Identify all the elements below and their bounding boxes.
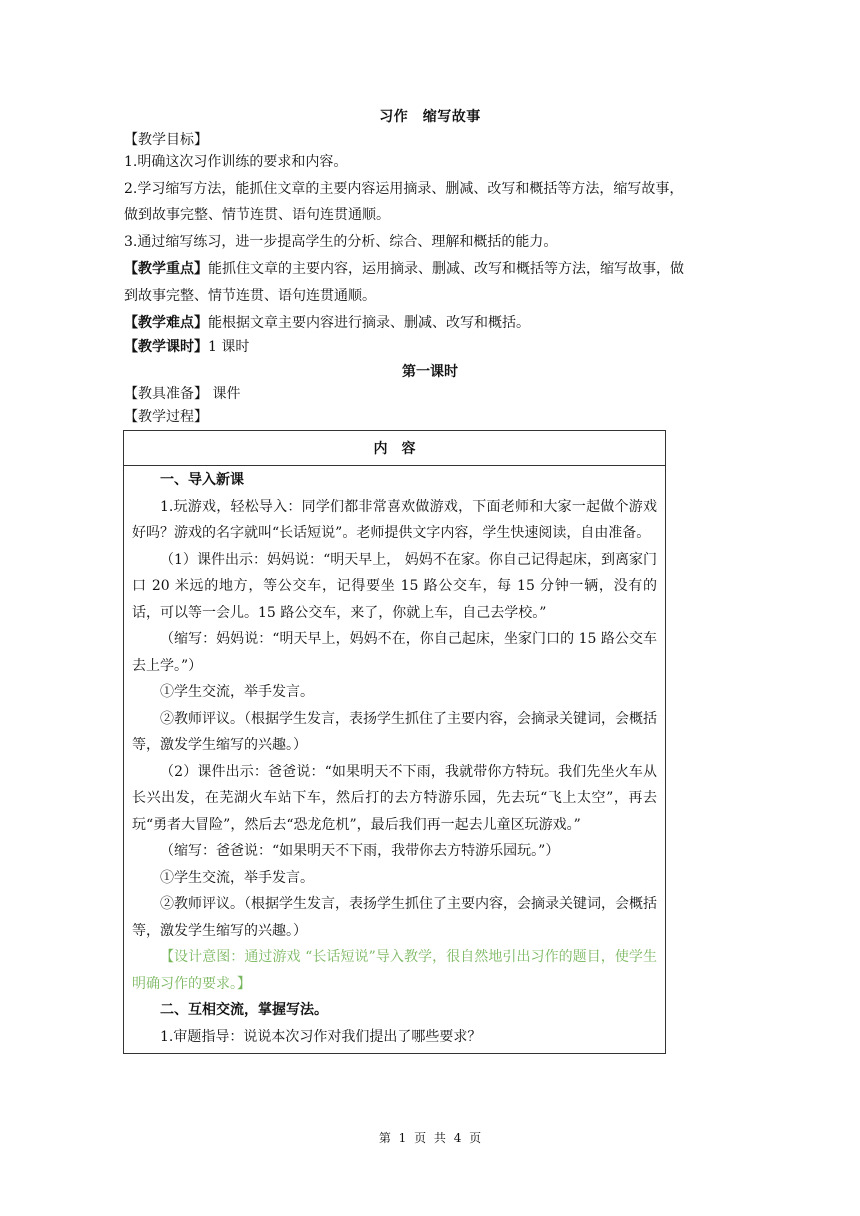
hours-text: 1 课时 [208,339,250,355]
key-point-label: 【教学重点】 [124,261,208,277]
difficulty-text: 能根据文章主要内容进行摘录、删减、改写和概括。 [208,315,530,331]
section-heading: 二、互相交流，掌握写法。 [160,1002,328,1018]
paragraph: ②教师评议。（根据学生发言，表扬学生抓住了主要内容，会摘录关键词，会概括等，激发学生缩写的兴趣。） [132,710,657,753]
key-point-line-1 [124,259,764,279]
page-footer: 第 1 页 共 4 页 [378,1131,482,1145]
lesson-title: 第一课时 [402,364,458,380]
paragraph: （1）课件出示：妈妈说：“明天早上， 妈妈不在家。你自己记得起床，到离家门口 20 米远的地方，等公交车，记得要坐 15 路公交车，每 15 分钟一辆，没有的话，可以等一会儿。15 路公交车，来了，你就上车，自己去学校。” [132,551,657,621]
page-title: 习作 缩写故事 [379,109,481,125]
goal-line-2-cont: 做到故事完整、情节连贯、语句连贯通顺。 [124,207,390,223]
process-label: 【教学过程】 [124,409,208,425]
paragraph: （缩写：妈妈说：“明天早上，妈妈不在，你自己起床，坐家门口的 15 路公交车去上学。”） [132,631,657,674]
difficulty-label: 【教学难点】 [124,315,208,331]
section-heading: 一、导入新课 [160,472,244,488]
prep-text: 课件 [208,386,241,402]
paragraph: ②教师评议。（根据学生发言，表扬学生抓住了主要内容，会摘录关键词，会概括等，激发学生缩写的兴趣。） [132,896,657,939]
prep-label: 【教具准备】 [124,386,208,402]
goal-line-1: 1.明确这次习作训练的要求和内容。 [124,154,348,170]
key-point-text: 能抓住文章的主要内容，运用摘录、删减、改写和概括等方法，缩写故事，做 [208,261,684,277]
paragraph: （缩写：爸爸说：“如果明天不下雨，我带你去方特游乐园玩。”） [160,843,560,859]
difficulty-line [124,313,764,333]
paragraph: 1.审题指导：说说本次习作对我们提出了哪些要求？ [160,1028,482,1045]
goal-label: 【教学目标】 [124,132,208,148]
goal-line-2: 2.学习缩写方法，能抓住文章的主要内容运用摘录、删减、改写和概括等方法，缩写故事， [124,181,684,197]
lesson-process-table [123,430,666,1054]
paragraph: ①学生交流，举手发言。 [160,869,314,886]
table-header: 内容 [124,431,666,466]
hours-label: 【教学课时】 [124,339,208,355]
goal-line-3: 3.通过缩写练习，进一步提高学生的分析、综合、理解和概括的能力。 [124,234,558,250]
paragraph: ①学生交流，举手发言。 [160,684,314,700]
paragraph: （2）课件出示：爸爸说：“如果明天不下雨，我就带你方特玩。我们先坐火车从长兴出发，在芜湖火车站下车，然后打的去方特游乐园，先去玩“飞上太空”，再去玩“勇者大冒险”，然后去“恐龙危机”，最后我们再一起去儿童区玩游戏。” [132,763,657,833]
table-content-cell [124,466,666,1054]
paragraph: 1.玩游戏，轻松导入：同学们都非常喜欢做游戏，下面老师和大家一起做个游戏好吗？游戏的名字就叫“长话短说”。老师提供文字内容，学生快速阅读，自由准备。 [132,498,657,541]
hours-line [124,337,764,357]
design-intent-note: 【设计意图：通过游戏 “长话短说”导入教学，很自然地引出习作的题目，使学生明确习作的要求。】 [132,949,657,992]
prep-line [124,384,764,404]
key-point-line-2: 到故事完整、情节连贯、语句连贯通顺。 [124,288,376,304]
